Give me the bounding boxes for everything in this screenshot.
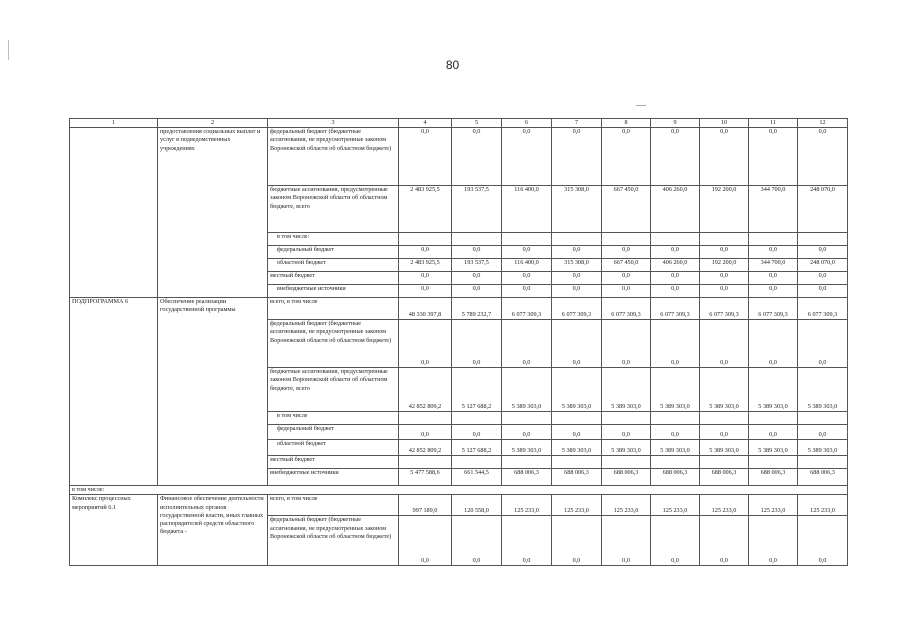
value-cell: 0,0 <box>749 272 798 285</box>
value-cell: 125 233,0 <box>651 495 700 516</box>
value-cell: 0,0 <box>700 320 749 368</box>
value-cell <box>700 233 749 246</box>
value-cell: 5 389 303,0 <box>502 440 552 456</box>
value-cell <box>399 456 452 469</box>
value-cell: 0,0 <box>700 285 749 298</box>
col-head: 3 <box>268 119 399 128</box>
value-cell <box>502 412 552 425</box>
value-cell: 5 789 232,7 <box>452 298 502 320</box>
page-number: 80 <box>445 58 460 72</box>
value-cell: 0,0 <box>798 246 848 259</box>
value-cell: 406 260,0 <box>651 259 700 272</box>
value-cell: 5 389 303,0 <box>798 440 848 456</box>
value-cell: 0,0 <box>602 285 651 298</box>
value-cell: 2 483 925,5 <box>399 186 452 233</box>
value-cell: 6 077 309,3 <box>602 298 651 320</box>
value-cell: 0,0 <box>651 320 700 368</box>
value-cell <box>452 233 502 246</box>
value-cell: 667 450,0 <box>602 186 651 233</box>
value-cell <box>700 456 749 469</box>
value-cell: 0,0 <box>399 320 452 368</box>
budget-table-sheet <box>69 118 847 566</box>
value-cell: 5 389 303,0 <box>602 440 651 456</box>
value-cell: 0,0 <box>749 425 798 440</box>
value-cell <box>798 412 848 425</box>
value-cell <box>552 233 602 246</box>
value-cell: 125 233,0 <box>502 495 552 516</box>
value-cell: 0,0 <box>399 425 452 440</box>
value-cell: 116 400,0 <box>502 186 552 233</box>
value-cell: 0,0 <box>700 246 749 259</box>
value-cell: 0,0 <box>502 285 552 298</box>
event-name-cell: предоставления социальных выплат и услуг в подведомственных учреждениях <box>158 128 268 298</box>
value-cell: 42 852 809,2 <box>399 440 452 456</box>
value-cell <box>502 456 552 469</box>
value-cell: 0,0 <box>700 425 749 440</box>
value-cell: 0,0 <box>399 128 452 186</box>
budget-table <box>69 118 848 566</box>
value-cell: 997 189,0 <box>399 495 452 516</box>
value-cell: 5 389 303,0 <box>700 368 749 412</box>
value-cell: 6 077 309,3 <box>798 298 848 320</box>
value-cell: 0,0 <box>798 320 848 368</box>
value-cell: 48 330 397,8 <box>399 298 452 320</box>
value-cell: 0,0 <box>798 425 848 440</box>
value-cell: 0,0 <box>700 128 749 186</box>
value-cell: 0,0 <box>700 516 749 566</box>
value-cell: 5 389 303,0 <box>602 368 651 412</box>
table-row <box>70 298 848 320</box>
value-cell: 0,0 <box>798 272 848 285</box>
source-label: в том числе: <box>268 233 399 246</box>
col-head: 6 <box>502 119 552 128</box>
value-cell: 315 308,0 <box>552 259 602 272</box>
value-cell <box>399 233 452 246</box>
value-cell: 661 544,5 <box>452 469 502 486</box>
table-row <box>70 128 848 186</box>
value-cell: 6 077 309,3 <box>552 298 602 320</box>
value-cell: 0,0 <box>502 246 552 259</box>
value-cell <box>552 456 602 469</box>
source-label: бюджетные ассигнования, предусмотренные законом Воронежской области об областном бюджете, всего <box>268 186 399 233</box>
value-cell <box>651 233 700 246</box>
value-cell: 688 006,3 <box>700 469 749 486</box>
value-cell: 0,0 <box>452 128 502 186</box>
value-cell: 688 006,3 <box>552 469 602 486</box>
value-cell: 0,0 <box>552 320 602 368</box>
table-row <box>70 486 848 495</box>
value-cell: 0,0 <box>749 128 798 186</box>
value-cell: 0,0 <box>798 516 848 566</box>
value-cell: 0,0 <box>798 128 848 186</box>
source-label: местный бюджет <box>268 456 399 469</box>
col-head: 8 <box>602 119 651 128</box>
value-cell: 5 389 303,0 <box>552 368 602 412</box>
value-cell: 0,0 <box>399 272 452 285</box>
value-cell: 344 700,0 <box>749 186 798 233</box>
value-cell <box>502 233 552 246</box>
value-cell <box>749 233 798 246</box>
value-cell: 193 537,5 <box>452 186 502 233</box>
value-cell: 0,0 <box>602 128 651 186</box>
value-cell: 0,0 <box>452 272 502 285</box>
value-cell: 0,0 <box>552 272 602 285</box>
value-cell: 5 477 588,6 <box>399 469 452 486</box>
scan-margin-mark <box>8 40 9 60</box>
value-cell: 0,0 <box>502 272 552 285</box>
col-head: 12 <box>798 119 848 128</box>
value-cell: 0,0 <box>552 516 602 566</box>
value-cell <box>552 412 602 425</box>
value-cell: 688 006,3 <box>749 469 798 486</box>
col-head: 2 <box>158 119 268 128</box>
value-cell: 0,0 <box>399 246 452 259</box>
source-label: в том числе <box>268 412 399 425</box>
value-cell: 125 233,0 <box>700 495 749 516</box>
value-cell: 0,0 <box>452 246 502 259</box>
value-cell: 0,0 <box>700 272 749 285</box>
col-head: 7 <box>552 119 602 128</box>
value-cell: 0,0 <box>452 320 502 368</box>
value-cell: 0,0 <box>602 425 651 440</box>
value-cell: 5 389 303,0 <box>552 440 602 456</box>
value-cell: 0,0 <box>399 516 452 566</box>
value-cell <box>399 412 452 425</box>
source-label: внебюджетные источники <box>268 285 399 298</box>
value-cell: 125 233,0 <box>798 495 848 516</box>
value-cell: 5 389 303,0 <box>651 440 700 456</box>
value-cell: 6 077 309,3 <box>749 298 798 320</box>
col-head: 9 <box>651 119 700 128</box>
value-cell: 667 450,0 <box>602 259 651 272</box>
value-cell: 0,0 <box>452 425 502 440</box>
source-label: областной бюджет <box>268 440 399 456</box>
value-cell: 5 389 303,0 <box>651 368 700 412</box>
value-cell: 0,0 <box>552 128 602 186</box>
source-label: федеральный бюджет (бюджетные ассигнования, не предусмотренные законом Воронежской области об областном бюджете) <box>268 320 399 368</box>
col-head: 4 <box>399 119 452 128</box>
column-number-row <box>70 119 848 128</box>
col-head: 5 <box>452 119 502 128</box>
value-cell: 0,0 <box>749 285 798 298</box>
value-cell <box>749 412 798 425</box>
col-head: 1 <box>70 119 158 128</box>
value-cell: 125 233,0 <box>552 495 602 516</box>
value-cell: 0,0 <box>651 425 700 440</box>
value-cell: 0,0 <box>651 516 700 566</box>
value-cell: 688 006,3 <box>798 469 848 486</box>
source-label: внебюджетные источники <box>268 469 399 486</box>
value-cell: 192 200,0 <box>700 259 749 272</box>
value-cell: 0,0 <box>798 285 848 298</box>
value-cell: 6 077 309,3 <box>502 298 552 320</box>
value-cell: 0,0 <box>399 285 452 298</box>
source-label: бюджетные ассигнования, предусмотренные законом Воронежской области об областном бюджете, всего <box>268 368 399 412</box>
value-cell: 0,0 <box>651 285 700 298</box>
value-cell: 42 852 809,2 <box>399 368 452 412</box>
value-cell: 688 006,3 <box>651 469 700 486</box>
value-cell: 5 389 303,0 <box>749 368 798 412</box>
value-cell <box>602 456 651 469</box>
value-cell: 0,0 <box>602 272 651 285</box>
value-cell: 0,0 <box>452 285 502 298</box>
value-cell: 248 070,0 <box>798 186 848 233</box>
col-head: 11 <box>749 119 798 128</box>
value-cell: 0,0 <box>749 516 798 566</box>
source-label: федеральный бюджет <box>268 246 399 259</box>
status-cell: Комплекс процессных мероприятий 6.1 <box>70 495 158 566</box>
value-cell: 192 200,0 <box>700 186 749 233</box>
value-cell: 688 006,3 <box>502 469 552 486</box>
event-name-cell: Обеспечение реализации государственной программы <box>158 298 268 486</box>
value-cell: 0,0 <box>651 128 700 186</box>
value-cell: 0,0 <box>552 425 602 440</box>
value-cell <box>798 233 848 246</box>
value-cell <box>651 456 700 469</box>
value-cell: 120 558,0 <box>452 495 502 516</box>
source-label: федеральный бюджет (бюджетные ассигнования, не предусмотренные законом Воронежской области об областном бюджете) <box>268 516 399 566</box>
value-cell: 0,0 <box>651 272 700 285</box>
value-cell <box>452 412 502 425</box>
col-head: 10 <box>700 119 749 128</box>
event-name-cell: Финансовое обеспечение деятельности исполнительных органов государственной власти, иных главных распорядителей средств областного бюджета - <box>158 495 268 566</box>
value-cell: 5 389 303,0 <box>798 368 848 412</box>
value-cell <box>651 412 700 425</box>
value-cell: 0,0 <box>651 246 700 259</box>
source-label: местный бюджет <box>268 272 399 285</box>
value-cell <box>749 456 798 469</box>
value-cell: 688 006,3 <box>602 469 651 486</box>
value-cell: 315 308,0 <box>552 186 602 233</box>
value-cell: 125 233,0 <box>602 495 651 516</box>
source-label: областной бюджет <box>268 259 399 272</box>
value-cell: 116 400,0 <box>502 259 552 272</box>
value-cell: 5 127 688,2 <box>452 440 502 456</box>
value-cell: 0,0 <box>552 285 602 298</box>
section-label: в том числе: <box>70 486 848 495</box>
value-cell: 0,0 <box>749 320 798 368</box>
value-cell: 248 070,0 <box>798 259 848 272</box>
value-cell: 0,0 <box>602 516 651 566</box>
scan-dash-mark <box>636 105 646 106</box>
value-cell <box>602 412 651 425</box>
value-cell: 0,0 <box>749 246 798 259</box>
value-cell: 6 077 309,3 <box>651 298 700 320</box>
value-cell: 0,0 <box>502 425 552 440</box>
status-cell: ПОДПРОГРАММА 6 <box>70 298 158 486</box>
value-cell: 344 700,0 <box>749 259 798 272</box>
value-cell: 5 389 303,0 <box>502 368 552 412</box>
value-cell: 0,0 <box>552 246 602 259</box>
value-cell: 193 537,5 <box>452 259 502 272</box>
value-cell: 0,0 <box>502 516 552 566</box>
value-cell: 5 127 688,2 <box>452 368 502 412</box>
value-cell: 0,0 <box>602 320 651 368</box>
source-label: федеральный бюджет <box>268 425 399 440</box>
value-cell <box>798 456 848 469</box>
value-cell: 0,0 <box>452 516 502 566</box>
value-cell: 125 233,0 <box>749 495 798 516</box>
value-cell <box>602 233 651 246</box>
table-row <box>70 495 848 516</box>
value-cell: 0,0 <box>502 128 552 186</box>
value-cell: 6 077 309,3 <box>700 298 749 320</box>
source-label: федеральный бюджет (бюджетные ассигнования, не предусмотренные законом Воронежской области об областном бюджете) <box>268 128 399 186</box>
value-cell: 0,0 <box>502 320 552 368</box>
value-cell: 406 260,0 <box>651 186 700 233</box>
value-cell <box>700 412 749 425</box>
value-cell <box>452 456 502 469</box>
value-cell: 5 389 303,0 <box>749 440 798 456</box>
value-cell: 2 483 925,5 <box>399 259 452 272</box>
source-label: всего, в том числе <box>268 495 399 516</box>
status-cell <box>70 128 158 298</box>
value-cell: 5 389 303,0 <box>700 440 749 456</box>
source-label: всего, в том числе <box>268 298 399 320</box>
value-cell: 0,0 <box>602 246 651 259</box>
